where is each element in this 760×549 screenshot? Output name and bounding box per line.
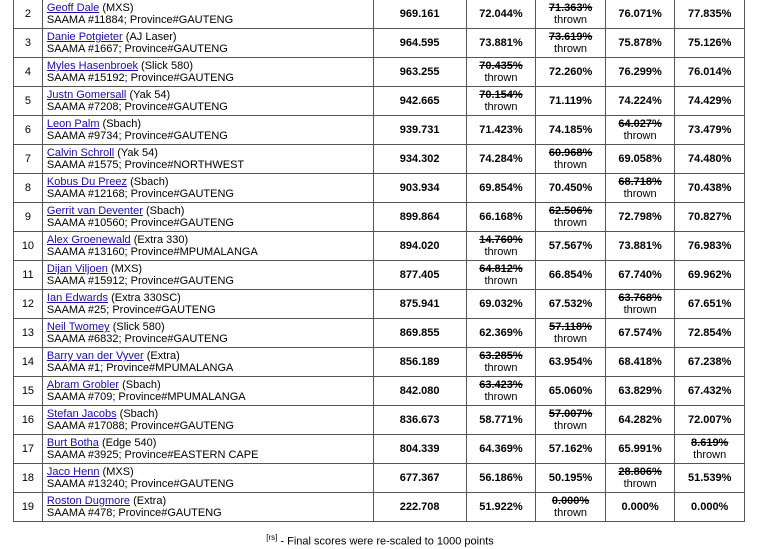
thrown-score: 63.285% xyxy=(479,350,523,362)
position-cell: 4 xyxy=(14,58,43,87)
round-score: 75.878% xyxy=(618,37,662,49)
pilot-info: SAAMA #3925; Province#EASTERN CAPE xyxy=(46,449,259,461)
pilot-cell xyxy=(42,493,373,522)
round-score: 72.007% xyxy=(687,414,732,426)
round-score: 68.418% xyxy=(618,356,662,368)
position-cell: 15 xyxy=(14,377,43,406)
thrown-score: 63.768% xyxy=(618,292,662,304)
pilot-name-link[interactable]: Alex Groenewald xyxy=(46,234,131,246)
pilot-info: SAAMA #15192; Province#GAUTENG xyxy=(46,72,234,84)
round-score-cell xyxy=(605,203,675,232)
pilot-info: SAAMA #11884; Province#GAUTENG xyxy=(46,14,234,26)
position-cell: 3 xyxy=(14,29,43,58)
aircraft-label: (MXS) xyxy=(110,263,143,275)
round-score-cell xyxy=(536,377,606,406)
pilot-info: SAAMA #1; Province#MPUMALANGA xyxy=(46,362,234,374)
pilot-cell xyxy=(42,464,373,493)
round-score-cell xyxy=(536,348,606,377)
round-score: 76.071% xyxy=(618,8,662,20)
thrown-score: 0.000% xyxy=(551,495,590,507)
round-score: 74.480% xyxy=(687,153,732,165)
thrown-score: 70.154% xyxy=(479,89,523,101)
round-score-cell xyxy=(605,290,675,319)
thrown-score: 28.806% xyxy=(618,466,662,478)
thrown-score: 73.619% xyxy=(548,31,593,43)
pilot-name-link[interactable]: Dijan Viljoen xyxy=(46,263,108,275)
pilot-name-link[interactable]: Danie Potgieter xyxy=(46,31,123,43)
pilot-cell xyxy=(42,290,373,319)
pilot-name-link[interactable]: Kobus Du Preez xyxy=(46,176,127,188)
results-table xyxy=(13,0,745,522)
thrown-label: thrown xyxy=(623,130,657,142)
pilot-name-link[interactable]: Calvin Schroll xyxy=(46,147,115,159)
round-score: 74.224% xyxy=(618,95,662,107)
round-score-cell xyxy=(466,203,536,232)
round-score: 0.000% xyxy=(691,501,729,513)
table-row xyxy=(14,203,745,232)
thrown-score: 8.619% xyxy=(691,437,729,449)
table-row xyxy=(14,232,745,261)
pilot-info: SAAMA #15912; Province#GAUTENG xyxy=(46,275,234,287)
round-score-cell xyxy=(466,29,536,58)
footnote-text: - Final scores were re-scaled to 1000 points xyxy=(277,535,494,548)
round-score: 72.260% xyxy=(548,66,593,78)
table-row xyxy=(14,319,745,348)
table-row xyxy=(14,261,745,290)
thrown-label: thrown xyxy=(554,217,588,229)
round-score: 69.962% xyxy=(687,269,732,281)
pilot-cell xyxy=(42,0,373,29)
thrown-score: 60.968% xyxy=(548,147,593,159)
pilot-cell xyxy=(42,406,373,435)
table-row xyxy=(14,290,745,319)
round-score-cell xyxy=(466,377,536,406)
round-score-cell xyxy=(675,174,745,203)
thrown-label: thrown xyxy=(623,304,657,316)
aircraft-label: (Sbach) xyxy=(102,118,142,130)
pilot-info: SAAMA #13160; Province#MPUMALANGA xyxy=(46,246,258,258)
table-row xyxy=(14,377,745,406)
pilot-cell xyxy=(42,232,373,261)
round-score: 57.567% xyxy=(548,240,593,252)
round-score-cell xyxy=(536,174,606,203)
pilot-name-link[interactable]: Jaco Henn xyxy=(46,466,100,478)
round-score-cell xyxy=(466,464,536,493)
round-score-cell xyxy=(675,203,745,232)
thrown-label: thrown xyxy=(554,507,588,519)
aircraft-label: (Sbach) xyxy=(145,205,185,217)
thrown-score: 63.423% xyxy=(479,379,523,391)
total-score-cell: 875.941 xyxy=(373,290,466,319)
position-cell: 18 xyxy=(14,464,43,493)
pilot-cell xyxy=(42,348,373,377)
round-score: 0.000% xyxy=(621,501,659,513)
thrown-label: thrown xyxy=(484,275,518,287)
total-score-cell: 903.934 xyxy=(373,174,466,203)
round-score-cell xyxy=(605,261,675,290)
total-score-cell: 963.255 xyxy=(373,58,466,87)
thrown-label: thrown xyxy=(554,159,588,171)
round-score-cell xyxy=(605,377,675,406)
round-score-cell xyxy=(675,493,745,522)
round-score: 72.044% xyxy=(479,8,523,20)
round-score-cell xyxy=(675,145,745,174)
thrown-score: 62.506% xyxy=(548,205,593,217)
round-score-cell xyxy=(675,319,745,348)
thrown-label: thrown xyxy=(623,188,657,200)
position-cell: 5 xyxy=(14,87,43,116)
pilot-name-link[interactable]: Ian Edwards xyxy=(46,292,109,304)
round-score-cell xyxy=(536,0,606,29)
table-row xyxy=(14,145,745,174)
aircraft-label: (Extra 330SC) xyxy=(111,292,181,304)
round-score: 63.829% xyxy=(618,385,662,397)
aircraft-label: (Sbach) xyxy=(130,176,169,188)
pilot-name-link[interactable]: Gerrit van Deventer xyxy=(46,205,143,217)
pilot-name-link[interactable]: Myles Hasenbroek xyxy=(46,60,138,72)
pilot-cell xyxy=(42,87,373,116)
round-score: 67.238% xyxy=(687,356,732,368)
position-cell: 6 xyxy=(14,116,43,145)
round-score-cell xyxy=(536,29,606,58)
table-row xyxy=(14,174,745,203)
pilot-info: SAAMA #10560; Province#GAUTENG xyxy=(46,217,234,229)
round-score: 56.186% xyxy=(479,472,523,484)
round-score: 62.369% xyxy=(479,327,523,339)
position-cell: 10 xyxy=(14,232,43,261)
thrown-label: thrown xyxy=(484,246,518,258)
pilot-info: SAAMA #478; Province#GAUTENG xyxy=(46,507,222,519)
position-cell: 14 xyxy=(14,348,43,377)
round-score: 58.771% xyxy=(479,414,523,426)
total-score-cell: 934.302 xyxy=(373,145,466,174)
position-cell: 13 xyxy=(14,319,43,348)
round-score: 74.429% xyxy=(687,95,732,107)
thrown-label: thrown xyxy=(554,14,588,26)
position-cell: 9 xyxy=(14,203,43,232)
round-score: 72.798% xyxy=(618,211,662,223)
round-score: 69.854% xyxy=(479,182,523,194)
thrown-score: 71.363% xyxy=(548,2,593,14)
pilot-info: SAAMA #13240; Province#GAUTENG xyxy=(46,478,234,490)
total-score-cell: 939.731 xyxy=(373,116,466,145)
total-score-cell: 899.864 xyxy=(373,203,466,232)
table-row xyxy=(14,58,745,87)
round-score: 50.195% xyxy=(548,472,593,484)
round-score-cell xyxy=(605,0,675,29)
pilot-cell xyxy=(42,203,373,232)
total-score-cell: 836.673 xyxy=(373,406,466,435)
round-score: 76.983% xyxy=(687,240,732,252)
round-score-cell xyxy=(675,406,745,435)
total-score-cell: 869.855 xyxy=(373,319,466,348)
round-score: 72.854% xyxy=(687,327,732,339)
pilot-cell xyxy=(42,261,373,290)
thrown-score: 64.812% xyxy=(479,263,523,275)
round-score: 51.539% xyxy=(687,472,732,484)
round-score-cell xyxy=(536,203,606,232)
total-score-cell: 894.020 xyxy=(373,232,466,261)
round-score: 70.450% xyxy=(548,182,593,194)
pilot-cell xyxy=(42,58,373,87)
thrown-label: thrown xyxy=(484,391,518,403)
round-score-cell xyxy=(466,348,536,377)
pilot-name-link[interactable]: Burt Botha xyxy=(46,437,99,449)
round-score: 73.881% xyxy=(618,240,662,252)
pilot-info: SAAMA #9734; Province#GAUTENG xyxy=(46,130,228,142)
pilot-name-link[interactable]: Stefan Jacobs xyxy=(46,408,117,420)
round-score-cell xyxy=(536,290,606,319)
round-score: 69.058% xyxy=(618,153,662,165)
round-score-cell xyxy=(675,348,745,377)
aircraft-label: (Slick 580) xyxy=(112,321,165,333)
round-score-cell xyxy=(466,493,536,522)
round-score-cell xyxy=(675,464,745,493)
thrown-label: thrown xyxy=(693,449,727,461)
total-score-cell: 842.080 xyxy=(373,377,466,406)
round-score: 74.284% xyxy=(479,153,523,165)
table-row xyxy=(14,29,745,58)
round-score-cell xyxy=(536,464,606,493)
round-score-cell xyxy=(536,406,606,435)
aircraft-label: (AJ Laser) xyxy=(125,31,177,43)
round-score-cell xyxy=(536,435,606,464)
thrown-score: 64.027% xyxy=(618,118,662,130)
position-cell: 11 xyxy=(14,261,43,290)
round-score-cell xyxy=(605,406,675,435)
round-score: 64.369% xyxy=(479,443,523,455)
thrown-label: thrown xyxy=(484,72,518,84)
position-cell: 12 xyxy=(14,290,43,319)
round-score: 66.854% xyxy=(548,269,593,281)
round-score-cell xyxy=(675,87,745,116)
thrown-score: 70.435% xyxy=(479,60,523,72)
thrown-score: 57.007% xyxy=(548,408,593,420)
pilot-name-link[interactable]: Barry van der Vyver xyxy=(46,350,144,362)
table-row xyxy=(14,87,745,116)
position-cell: 17 xyxy=(14,435,43,464)
round-score-cell xyxy=(675,0,745,29)
round-score-cell xyxy=(466,406,536,435)
table-row xyxy=(14,464,745,493)
round-score: 70.438% xyxy=(687,182,732,194)
table-row xyxy=(14,116,745,145)
round-score: 66.168% xyxy=(479,211,523,223)
round-score-cell xyxy=(536,232,606,261)
aircraft-label: (Yak 54) xyxy=(129,89,171,101)
results-table-body xyxy=(14,0,745,522)
aircraft-label: (MXS) xyxy=(102,2,134,14)
pilot-info: SAAMA #12168; Province#GAUTENG xyxy=(46,188,234,200)
position-cell: 19 xyxy=(14,493,43,522)
pilot-name-link[interactable]: Justn Gomersall xyxy=(46,89,127,101)
round-score-cell xyxy=(675,58,745,87)
pilot-cell xyxy=(42,174,373,203)
round-score: 73.881% xyxy=(479,37,523,49)
round-score: 71.423% xyxy=(479,124,523,136)
round-score-cell xyxy=(536,87,606,116)
aircraft-label: (Extra) xyxy=(146,350,180,362)
position-cell: 2 xyxy=(14,0,43,29)
round-score: 75.126% xyxy=(687,37,732,49)
total-score-cell: 222.708 xyxy=(373,493,466,522)
round-score-cell xyxy=(466,232,536,261)
round-score: 51.922% xyxy=(479,501,523,513)
round-score-cell xyxy=(675,116,745,145)
pilot-name-link[interactable]: Roston Dugmore xyxy=(46,495,131,507)
thrown-label: thrown xyxy=(554,43,588,55)
aircraft-label: (Sbach) xyxy=(119,408,159,420)
total-score-cell: 964.595 xyxy=(373,29,466,58)
round-score-cell xyxy=(605,116,675,145)
aircraft-label: (Extra) xyxy=(133,495,167,507)
round-score-cell xyxy=(605,58,675,87)
round-score-cell xyxy=(675,29,745,58)
round-score: 73.479% xyxy=(687,124,732,136)
position-cell: 8 xyxy=(14,174,43,203)
round-score: 71.119% xyxy=(549,95,592,107)
thrown-label: thrown xyxy=(623,478,657,490)
aircraft-label: (MXS) xyxy=(102,466,134,478)
pilot-cell xyxy=(42,377,373,406)
total-score-cell: 677.367 xyxy=(373,464,466,493)
round-score-cell xyxy=(675,435,745,464)
total-score-cell: 877.405 xyxy=(373,261,466,290)
round-score: 70.827% xyxy=(687,211,732,223)
round-score-cell xyxy=(605,174,675,203)
table-row xyxy=(14,435,745,464)
round-score-cell xyxy=(675,232,745,261)
round-score-cell xyxy=(536,58,606,87)
pilot-cell xyxy=(42,145,373,174)
round-score: 65.060% xyxy=(548,385,593,397)
round-score-cell xyxy=(466,58,536,87)
table-row xyxy=(14,348,745,377)
footnote-marker: [rs] xyxy=(266,533,278,542)
round-score-cell xyxy=(605,493,675,522)
table-row xyxy=(14,406,745,435)
round-score-cell xyxy=(675,261,745,290)
round-score-cell xyxy=(466,290,536,319)
pilot-info: SAAMA #6832; Province#GAUTENG xyxy=(46,333,228,345)
round-score: 67.574% xyxy=(618,327,662,339)
pilot-info: SAAMA #7208; Province#GAUTENG xyxy=(46,101,228,113)
round-score: 67.532% xyxy=(548,298,593,310)
aircraft-label: (Extra 330) xyxy=(133,234,189,246)
footnote xyxy=(0,533,760,548)
total-score-cell: 942.665 xyxy=(373,87,466,116)
round-score: 57.162% xyxy=(548,443,593,455)
round-score-cell xyxy=(536,319,606,348)
total-score-cell: 804.339 xyxy=(373,435,466,464)
round-score: 65.991% xyxy=(618,443,662,455)
round-score-cell xyxy=(605,348,675,377)
total-score-cell: 969.161 xyxy=(373,0,466,29)
round-score: 64.282% xyxy=(618,414,662,426)
round-score: 67.432% xyxy=(687,385,732,397)
thrown-score: 57.118% xyxy=(549,321,592,333)
round-score: 69.032% xyxy=(479,298,523,310)
round-score-cell xyxy=(466,319,536,348)
position-cell: 16 xyxy=(14,406,43,435)
pilot-info: SAAMA #25; Province#GAUTENG xyxy=(46,304,216,316)
aircraft-label: (Sbach) xyxy=(122,379,161,391)
round-score-cell xyxy=(536,116,606,145)
round-score-cell xyxy=(536,493,606,522)
total-score-cell: 856.189 xyxy=(373,348,466,377)
round-score-cell xyxy=(605,29,675,58)
pilot-cell xyxy=(42,116,373,145)
round-score-cell xyxy=(605,87,675,116)
thrown-label: thrown xyxy=(484,362,518,374)
round-score-cell xyxy=(675,377,745,406)
round-score-cell xyxy=(605,232,675,261)
round-score-cell xyxy=(466,145,536,174)
round-score-cell xyxy=(605,435,675,464)
round-score-cell xyxy=(466,116,536,145)
round-score: 67.651% xyxy=(687,298,732,310)
aircraft-label: (Slick 580) xyxy=(141,60,194,72)
pilot-cell xyxy=(42,319,373,348)
round-score-cell xyxy=(536,261,606,290)
pilot-info: SAAMA #17088; Province#GAUTENG xyxy=(46,420,234,432)
pilot-name-link[interactable]: Abram Grobler xyxy=(46,379,120,391)
pilot-cell xyxy=(42,435,373,464)
pilot-info: SAAMA #709; Province#MPUMALANGA xyxy=(46,391,246,403)
round-score: 67.740% xyxy=(618,269,662,281)
round-score-cell xyxy=(466,261,536,290)
round-score-cell xyxy=(605,319,675,348)
round-score-cell xyxy=(675,290,745,319)
round-score-cell xyxy=(466,174,536,203)
aircraft-label: (Edge 540) xyxy=(101,437,157,449)
round-score: 74.185% xyxy=(548,124,593,136)
thrown-label: thrown xyxy=(554,420,588,432)
thrown-score: 68.718% xyxy=(618,176,662,188)
pilot-info: SAAMA #1667; Province#GAUTENG xyxy=(46,43,228,55)
round-score: 76.299% xyxy=(618,66,662,78)
round-score-cell xyxy=(466,435,536,464)
thrown-label: thrown xyxy=(554,333,588,345)
pilot-name-link[interactable]: Neil Twomey xyxy=(46,321,110,333)
table-row xyxy=(14,493,745,522)
round-score-cell xyxy=(536,145,606,174)
round-score: 76.014% xyxy=(687,66,732,78)
pilot-name-link[interactable]: Leon Palm xyxy=(46,118,100,130)
round-score-cell xyxy=(605,145,675,174)
aircraft-label: (Yak 54) xyxy=(117,147,158,159)
round-score: 63.954% xyxy=(548,356,593,368)
round-score-cell xyxy=(605,464,675,493)
thrown-label: thrown xyxy=(484,101,518,113)
pilot-info: SAAMA #1575; Province#NORTHWEST xyxy=(46,159,245,171)
round-score: 77.835% xyxy=(687,8,732,20)
position-cell: 7 xyxy=(14,145,43,174)
round-score-cell xyxy=(466,0,536,29)
pilot-cell xyxy=(42,29,373,58)
pilot-name-link[interactable]: Geoff Dale xyxy=(46,2,100,14)
round-score-cell xyxy=(466,87,536,116)
table-row xyxy=(14,0,745,29)
thrown-score: 14.760% xyxy=(479,234,523,246)
